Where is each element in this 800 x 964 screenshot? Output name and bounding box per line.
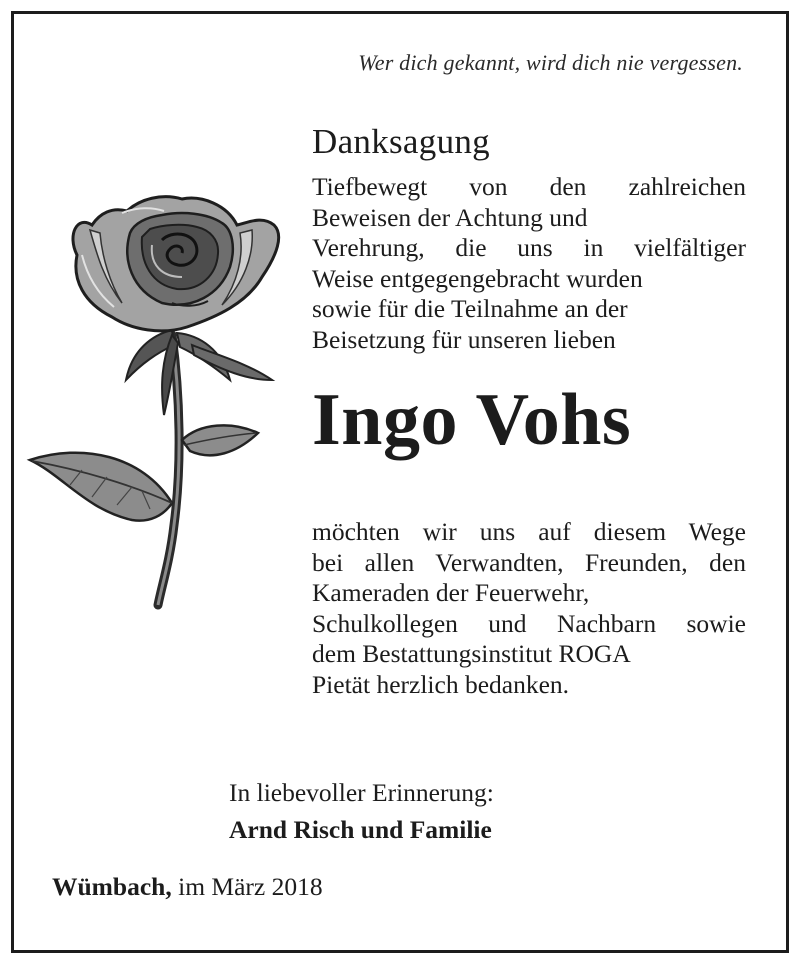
place: Wümbach, xyxy=(52,872,172,901)
deceased-name: Ingo Vohs xyxy=(312,379,632,461)
thanks-line: Pietät herzlich bedanken. xyxy=(312,669,570,699)
motto: Wer dich gekannt, wird dich nie vergessen. xyxy=(358,50,743,75)
intro-line: Tiefbewegt von den zahlreichen xyxy=(312,172,746,201)
date: im März 2018 xyxy=(178,872,323,901)
memory-line: In liebevoller Erinnerung: xyxy=(229,778,494,807)
rose-icon xyxy=(22,185,297,610)
intro-line: Beweisen der Achtung und xyxy=(312,202,588,232)
thanks-line: möchten wir uns auf diesem Wege xyxy=(312,517,746,546)
intro-line: Beisetzung für unseren lieben xyxy=(312,324,616,354)
thanks-line: bei allen Verwandten, Freunden, den xyxy=(312,547,746,577)
intro-line: Verehrung, die uns in vielfältiger xyxy=(312,233,746,262)
thanks-line: Kameraden der Feuerwehr, xyxy=(312,578,590,607)
intro-line: Weise entgegengebracht wurden xyxy=(312,263,643,293)
heading: Danksagung xyxy=(312,122,490,161)
thanks-line: Schulkollegen und Nachbarn sowie xyxy=(312,608,746,638)
thanks-paragraph xyxy=(312,517,746,700)
signer: Arnd Risch und Familie xyxy=(229,815,492,844)
thanks-line: dem Bestattungsinstitut ROGA xyxy=(312,639,631,668)
intro-paragraph xyxy=(312,172,746,355)
place-date xyxy=(52,872,323,902)
intro-line: sowie für die Teilnahme an der xyxy=(312,294,628,323)
